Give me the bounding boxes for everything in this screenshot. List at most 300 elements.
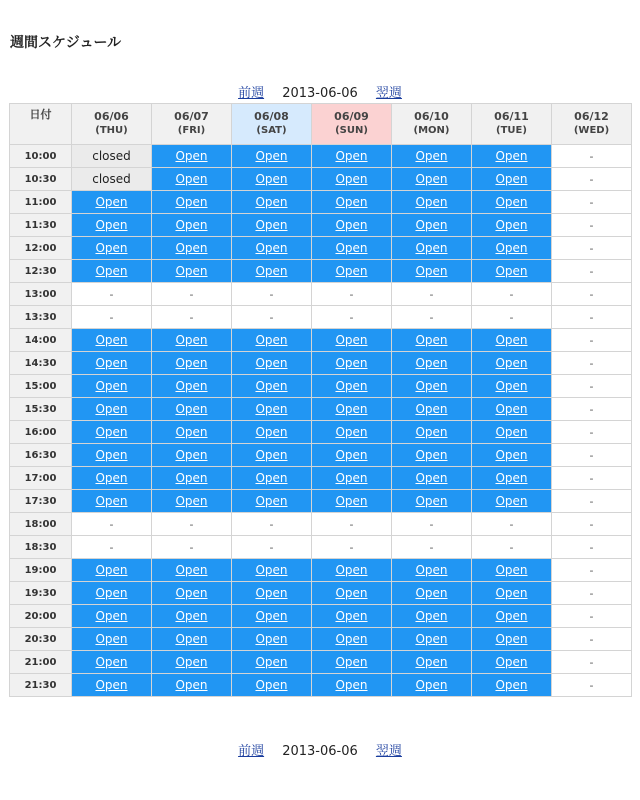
slot-cell-open (152, 260, 232, 283)
slot-cell-open (392, 490, 472, 513)
slot-cell-empty: - (552, 628, 632, 651)
slot-cell-open (72, 674, 152, 697)
open-slot-link[interactable]: Open (415, 333, 448, 347)
open-slot-link[interactable]: Open (95, 586, 128, 600)
time-label: 18:00 (10, 513, 72, 536)
open-slot-link[interactable]: Open (95, 655, 128, 669)
open-slot-link[interactable]: Open (415, 402, 448, 416)
slot-cell-empty: - (552, 421, 632, 444)
time-label: 16:00 (10, 421, 72, 444)
open-slot-link[interactable]: Open (495, 609, 528, 623)
open-slot-link[interactable]: Open (255, 402, 288, 416)
day-date: 06/10 (414, 110, 449, 123)
slot-cell-open (472, 398, 552, 421)
open-slot-link[interactable]: Open (415, 241, 448, 255)
open-slot-link[interactable]: Open (175, 356, 208, 370)
open-slot-link[interactable]: Open (95, 471, 128, 485)
open-slot-link[interactable]: Open (495, 356, 528, 370)
week-nav-top (0, 82, 640, 101)
day-header (312, 104, 392, 145)
slot-cell-open (472, 191, 552, 214)
time-row (10, 375, 632, 398)
slot-cell-empty: - (312, 536, 392, 559)
open-slot-link[interactable]: Open (95, 218, 128, 232)
slot-cell-open (392, 260, 472, 283)
time-label: 12:00 (10, 237, 72, 260)
slot-cell-open (232, 145, 312, 168)
time-row (10, 628, 632, 651)
slot-cell-empty: - (552, 260, 632, 283)
open-slot-link[interactable]: Open (495, 563, 528, 577)
slot-cell-open (72, 191, 152, 214)
open-slot-link[interactable]: Open (175, 471, 208, 485)
slot-cell-closed: closed (72, 168, 152, 191)
slot-cell-open (72, 559, 152, 582)
slot-cell-open (472, 582, 552, 605)
slot-cell-open (312, 352, 392, 375)
slot-cell-empty: - (232, 306, 312, 329)
open-slot-link[interactable]: Open (335, 241, 368, 255)
open-slot-link[interactable]: Open (175, 172, 208, 186)
slot-cell-open (72, 467, 152, 490)
slot-cell-open (392, 329, 472, 352)
slot-cell-empty: - (552, 651, 632, 674)
open-slot-link[interactable]: Open (415, 218, 448, 232)
open-slot-link[interactable]: Open (415, 655, 448, 669)
time-row (10, 168, 632, 191)
day-header (72, 104, 152, 145)
slot-cell-empty: - (472, 306, 552, 329)
slot-cell-open (312, 628, 392, 651)
open-slot-link[interactable]: Open (495, 678, 528, 692)
open-slot-link[interactable]: Open (495, 494, 528, 508)
slot-cell-open (232, 467, 312, 490)
open-slot-link[interactable]: Open (495, 655, 528, 669)
time-label: 18:30 (10, 536, 72, 559)
day-of-week: (THU) (95, 125, 128, 136)
day-date: 06/07 (174, 110, 209, 123)
open-slot-link[interactable]: Open (175, 632, 208, 646)
slot-cell-open (232, 214, 312, 237)
slot-cell-empty: - (312, 283, 392, 306)
time-row (10, 421, 632, 444)
open-slot-link[interactable]: Open (95, 448, 128, 462)
slot-cell-empty: - (552, 444, 632, 467)
time-row (10, 651, 632, 674)
slot-cell-open (392, 214, 472, 237)
time-label: 20:00 (10, 605, 72, 628)
slot-cell-open (392, 398, 472, 421)
slot-cell-open (152, 490, 232, 513)
open-slot-link[interactable]: Open (175, 609, 208, 623)
slot-cell-open (392, 605, 472, 628)
open-slot-link[interactable]: Open (335, 195, 368, 209)
time-row (10, 559, 632, 582)
slot-cell-empty: - (552, 582, 632, 605)
next-week-link[interactable]: 翌週 (375, 744, 402, 759)
slot-cell-open (312, 329, 392, 352)
slot-cell-open (72, 375, 152, 398)
slot-cell-empty: - (72, 306, 152, 329)
slot-cell-open (232, 444, 312, 467)
open-slot-link[interactable]: Open (495, 264, 528, 278)
time-label: 15:00 (10, 375, 72, 398)
open-slot-link[interactable]: Open (255, 195, 288, 209)
open-slot-link[interactable]: Open (335, 425, 368, 439)
slot-cell-open (152, 559, 232, 582)
open-slot-link[interactable]: Open (175, 563, 208, 577)
slot-cell-open (152, 628, 232, 651)
page-title: 週間スケジュール (10, 35, 122, 51)
open-slot-link[interactable]: Open (175, 586, 208, 600)
open-slot-link[interactable]: Open (255, 218, 288, 232)
open-slot-link[interactable]: Open (335, 172, 368, 186)
slot-cell-empty: - (552, 352, 632, 375)
time-row (10, 467, 632, 490)
slot-cell-open (472, 421, 552, 444)
open-slot-link[interactable]: Open (495, 149, 528, 163)
slot-cell-open (472, 651, 552, 674)
time-row (10, 605, 632, 628)
slot-cell-empty: - (552, 191, 632, 214)
header-row (10, 104, 632, 145)
slot-cell-open (232, 582, 312, 605)
slot-cell-empty: - (552, 168, 632, 191)
prev-week-link[interactable]: 前週 (238, 744, 265, 759)
open-slot-link[interactable]: Open (255, 149, 288, 163)
open-slot-link[interactable]: Open (175, 402, 208, 416)
open-slot-link[interactable]: Open (335, 563, 368, 577)
open-slot-link[interactable]: Open (255, 241, 288, 255)
open-slot-link[interactable]: Open (335, 402, 368, 416)
open-slot-link[interactable]: Open (335, 218, 368, 232)
slot-cell-open (392, 582, 472, 605)
open-slot-link[interactable]: Open (255, 379, 288, 393)
open-slot-link[interactable]: Open (415, 563, 448, 577)
open-slot-link[interactable]: Open (175, 218, 208, 232)
time-label: 17:00 (10, 467, 72, 490)
open-slot-link[interactable]: Open (415, 149, 448, 163)
open-slot-link[interactable]: Open (95, 425, 128, 439)
slot-cell-empty: - (392, 283, 472, 306)
open-slot-link[interactable]: Open (495, 195, 528, 209)
slot-cell-open (72, 651, 152, 674)
day-of-week: (WED) (573, 125, 610, 136)
open-slot-link[interactable]: Open (255, 563, 288, 577)
open-slot-link[interactable]: Open (95, 402, 128, 416)
open-slot-link[interactable]: Open (495, 448, 528, 462)
open-slot-link[interactable]: Open (415, 632, 448, 646)
slot-cell-empty: - (152, 283, 232, 306)
slot-cell-open (72, 444, 152, 467)
open-slot-link[interactable]: Open (175, 333, 208, 347)
open-slot-link[interactable]: Open (415, 425, 448, 439)
open-slot-link[interactable]: Open (335, 448, 368, 462)
open-slot-link[interactable]: Open (255, 172, 288, 186)
open-slot-link[interactable]: Open (335, 494, 368, 508)
prev-week-link[interactable]: 前週 (238, 86, 265, 101)
slot-cell-open (72, 352, 152, 375)
slot-cell-empty: - (72, 536, 152, 559)
time-label: 12:30 (10, 260, 72, 283)
open-slot-link[interactable]: Open (415, 494, 448, 508)
open-slot-link[interactable]: Open (415, 356, 448, 370)
open-slot-link[interactable]: Open (335, 333, 368, 347)
open-slot-link[interactable]: Open (95, 678, 128, 692)
open-slot-link[interactable]: Open (255, 471, 288, 485)
slot-cell-open (152, 398, 232, 421)
open-slot-link[interactable]: Open (415, 264, 448, 278)
slot-cell-empty: - (552, 306, 632, 329)
slot-cell-open (312, 651, 392, 674)
slot-cell-open (152, 674, 232, 697)
open-slot-link[interactable]: Open (95, 241, 128, 255)
slot-cell-open (232, 191, 312, 214)
open-slot-link[interactable]: Open (335, 149, 368, 163)
slot-cell-open (392, 191, 472, 214)
day-header (152, 104, 232, 145)
day-header (392, 104, 472, 145)
time-row (10, 513, 632, 536)
open-slot-link[interactable]: Open (335, 264, 368, 278)
slot-cell-closed: closed (72, 145, 152, 168)
day-date: 06/11 (494, 110, 529, 123)
time-row (10, 352, 632, 375)
open-slot-link[interactable]: Open (495, 402, 528, 416)
slot-cell-empty: - (552, 674, 632, 697)
open-slot-link[interactable]: Open (95, 333, 128, 347)
slot-cell-empty: - (392, 306, 472, 329)
slot-cell-open (72, 605, 152, 628)
slot-cell-open (232, 421, 312, 444)
day-of-week: (SAT) (256, 125, 287, 136)
open-slot-link[interactable]: Open (415, 471, 448, 485)
slot-cell-empty: - (552, 467, 632, 490)
time-label: 14:00 (10, 329, 72, 352)
open-slot-link[interactable]: Open (175, 149, 208, 163)
open-slot-link[interactable]: Open (175, 264, 208, 278)
slot-cell-open (472, 260, 552, 283)
slot-cell-empty: - (552, 329, 632, 352)
open-slot-link[interactable]: Open (335, 655, 368, 669)
time-row (10, 536, 632, 559)
open-slot-link[interactable]: Open (255, 264, 288, 278)
slot-cell-empty: - (552, 375, 632, 398)
open-slot-link[interactable]: Open (255, 678, 288, 692)
time-row (10, 329, 632, 352)
slot-cell-open (312, 260, 392, 283)
open-slot-link[interactable]: Open (95, 563, 128, 577)
slot-cell-open (72, 260, 152, 283)
open-slot-link[interactable]: Open (415, 586, 448, 600)
open-slot-link[interactable]: Open (255, 448, 288, 462)
time-label: 20:30 (10, 628, 72, 651)
slot-cell-open (312, 421, 392, 444)
slot-cell-open (312, 375, 392, 398)
open-slot-link[interactable]: Open (335, 609, 368, 623)
slot-cell-open (232, 674, 312, 697)
open-slot-link[interactable]: Open (495, 241, 528, 255)
time-row (10, 444, 632, 467)
open-slot-link[interactable]: Open (175, 655, 208, 669)
time-label: 10:00 (10, 145, 72, 168)
open-slot-link[interactable]: Open (95, 195, 128, 209)
open-slot-link[interactable]: Open (255, 609, 288, 623)
slot-cell-empty: - (72, 513, 152, 536)
open-slot-link[interactable]: Open (255, 586, 288, 600)
slot-cell-open (312, 490, 392, 513)
open-slot-link[interactable]: Open (95, 264, 128, 278)
day-of-week: (FRI) (177, 125, 206, 136)
slot-cell-open (392, 375, 472, 398)
time-row (10, 237, 632, 260)
slot-cell-open (312, 214, 392, 237)
open-slot-link[interactable]: Open (255, 356, 288, 370)
slot-cell-open (312, 145, 392, 168)
open-slot-link[interactable]: Open (175, 379, 208, 393)
open-slot-link[interactable]: Open (495, 172, 528, 186)
open-slot-link[interactable]: Open (175, 425, 208, 439)
slot-cell-open (152, 352, 232, 375)
day-date: 06/06 (94, 110, 129, 123)
schedule-table (9, 103, 632, 697)
open-slot-link[interactable]: Open (495, 218, 528, 232)
slot-cell-open (152, 651, 232, 674)
open-slot-link[interactable]: Open (175, 448, 208, 462)
slot-cell-open (72, 214, 152, 237)
open-slot-link[interactable]: Open (175, 195, 208, 209)
slot-cell-empty: - (392, 513, 472, 536)
open-slot-link[interactable]: Open (335, 356, 368, 370)
open-slot-link[interactable]: Open (95, 494, 128, 508)
slot-cell-open (72, 582, 152, 605)
current-date: 2013-06-06 (282, 744, 358, 759)
open-slot-link[interactable]: Open (255, 494, 288, 508)
time-label: 21:30 (10, 674, 72, 697)
slot-cell-open (232, 605, 312, 628)
slot-cell-open (232, 260, 312, 283)
slot-cell-open (312, 237, 392, 260)
open-slot-link[interactable]: Open (415, 678, 448, 692)
open-slot-link[interactable]: Open (495, 471, 528, 485)
open-slot-link[interactable]: Open (255, 655, 288, 669)
slot-cell-open (472, 559, 552, 582)
slot-cell-open (152, 444, 232, 467)
slot-cell-open (232, 168, 312, 191)
open-slot-link[interactable]: Open (415, 448, 448, 462)
slot-cell-open (152, 605, 232, 628)
slot-cell-open (392, 628, 472, 651)
slot-cell-open (152, 375, 232, 398)
open-slot-link[interactable]: Open (335, 379, 368, 393)
slot-cell-empty: - (472, 513, 552, 536)
open-slot-link[interactable]: Open (335, 586, 368, 600)
open-slot-link[interactable]: Open (95, 609, 128, 623)
time-row (10, 283, 632, 306)
open-slot-link[interactable]: Open (415, 195, 448, 209)
open-slot-link[interactable]: Open (415, 609, 448, 623)
open-slot-link[interactable]: Open (95, 356, 128, 370)
day-header (552, 104, 632, 145)
slot-cell-open (72, 398, 152, 421)
time-label: 13:30 (10, 306, 72, 329)
day-date: 06/08 (254, 110, 289, 123)
open-slot-link[interactable]: Open (415, 379, 448, 393)
open-slot-link[interactable]: Open (335, 678, 368, 692)
slot-cell-open (72, 421, 152, 444)
slot-cell-open (152, 582, 232, 605)
open-slot-link[interactable]: Open (175, 678, 208, 692)
slot-cell-open (72, 628, 152, 651)
schedule-body (10, 145, 632, 697)
slot-cell-open (472, 628, 552, 651)
slot-cell-open (392, 651, 472, 674)
slot-cell-open (72, 490, 152, 513)
time-label: 10:30 (10, 168, 72, 191)
slot-cell-open (472, 352, 552, 375)
open-slot-link[interactable]: Open (495, 586, 528, 600)
slot-cell-open (312, 191, 392, 214)
slot-cell-empty: - (552, 214, 632, 237)
open-slot-link[interactable]: Open (335, 471, 368, 485)
time-row (10, 214, 632, 237)
slot-cell-empty: - (552, 490, 632, 513)
slot-cell-empty: - (152, 513, 232, 536)
day-of-week: (MON) (413, 125, 450, 136)
slot-cell-open (232, 398, 312, 421)
slot-cell-empty: - (552, 237, 632, 260)
slot-cell-open (152, 191, 232, 214)
open-slot-link[interactable]: Open (95, 379, 128, 393)
slot-cell-open (232, 352, 312, 375)
open-slot-link[interactable]: Open (495, 333, 528, 347)
open-slot-link[interactable]: Open (495, 632, 528, 646)
open-slot-link[interactable]: Open (95, 632, 128, 646)
slot-cell-empty: - (552, 536, 632, 559)
open-slot-link[interactable]: Open (415, 172, 448, 186)
time-label: 17:30 (10, 490, 72, 513)
slot-cell-open (472, 674, 552, 697)
slot-cell-open (312, 444, 392, 467)
next-week-link[interactable]: 翌週 (375, 86, 402, 101)
slot-cell-open (472, 605, 552, 628)
open-slot-link[interactable]: Open (175, 494, 208, 508)
open-slot-link[interactable]: Open (495, 425, 528, 439)
open-slot-link[interactable]: Open (175, 241, 208, 255)
open-slot-link[interactable]: Open (255, 632, 288, 646)
slot-cell-open (232, 559, 312, 582)
open-slot-link[interactable]: Open (255, 333, 288, 347)
time-label: 14:30 (10, 352, 72, 375)
slot-cell-open (472, 467, 552, 490)
slot-cell-open (392, 145, 472, 168)
slot-cell-empty: - (312, 306, 392, 329)
slot-cell-open (152, 421, 232, 444)
open-slot-link[interactable]: Open (255, 425, 288, 439)
open-slot-link[interactable]: Open (495, 379, 528, 393)
slot-cell-open (392, 168, 472, 191)
time-label: 11:00 (10, 191, 72, 214)
time-row (10, 260, 632, 283)
open-slot-link[interactable]: Open (335, 632, 368, 646)
slot-cell-open (312, 674, 392, 697)
time-row (10, 145, 632, 168)
time-label: 13:00 (10, 283, 72, 306)
time-label: 16:30 (10, 444, 72, 467)
time-row (10, 191, 632, 214)
slot-cell-open (152, 237, 232, 260)
day-of-week: (SUN) (335, 125, 368, 136)
